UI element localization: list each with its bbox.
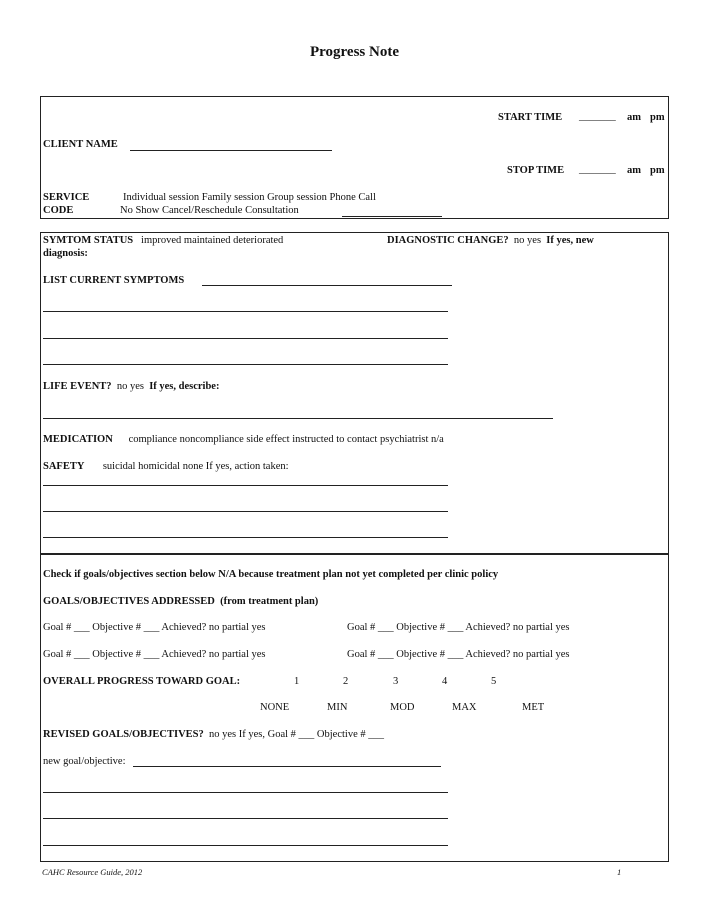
service-other-field[interactable]	[342, 216, 442, 217]
goals-addressed-note: (from treatment plan)	[220, 596, 319, 607]
symptom-status-row	[43, 235, 283, 246]
start-time-field[interactable]: _______	[579, 111, 616, 122]
goal-entry-2b[interactable]: Goal # ___ Objective # ___ Achieved? no partial yes	[347, 649, 570, 660]
scale-word-min: MIN	[327, 702, 348, 713]
scale-number-5[interactable]: 5	[491, 676, 497, 687]
diagnostic-change-options[interactable]: no yes	[513, 235, 542, 246]
start-pm[interactable]: pm	[650, 112, 665, 123]
new-goal-line-3[interactable]	[43, 818, 448, 819]
safety-line-3[interactable]	[43, 537, 448, 538]
safety-line-1[interactable]	[43, 485, 448, 486]
page-title: Progress Note	[309, 44, 399, 60]
current-symptoms-line-3[interactable]	[43, 338, 448, 339]
goal-entry-1b[interactable]: Goal # ___ Objective # ___ Achieved? no partial yes	[347, 622, 570, 633]
service-options-row1[interactable]: Individual session Family session Group session Phone Call	[123, 192, 376, 203]
symptom-status-label: SYMTOM STATUS	[43, 235, 134, 246]
diagnosis-label: diagnosis:	[43, 248, 88, 259]
life-event-label: LIFE EVENT?	[43, 381, 112, 392]
scale-word-mod: MOD	[390, 702, 415, 713]
stop-time-label: STOP TIME	[507, 165, 565, 176]
scale-number-1[interactable]: 1	[294, 676, 300, 687]
revised-goals-options[interactable]: no yes If yes, Goal # ___ Objective # ___	[209, 729, 384, 740]
start-am[interactable]: am	[627, 112, 641, 123]
footer-page-number: 1	[617, 867, 622, 877]
diagnostic-ifyes: If yes, new	[546, 235, 594, 246]
current-symptoms-label: LIST CURRENT SYMPTOMS	[43, 275, 185, 286]
scale-word-max: MAX	[452, 702, 477, 713]
scale-word-met: MET	[522, 702, 545, 713]
life-event-row	[43, 381, 219, 392]
medication-label: MEDICATION	[43, 434, 113, 445]
new-goal-line-4[interactable]	[43, 845, 448, 846]
stop-time-field[interactable]: _______	[579, 164, 616, 175]
current-symptoms-line-4[interactable]	[43, 364, 448, 365]
stop-pm[interactable]: pm	[650, 165, 665, 176]
scale-number-4[interactable]: 4	[442, 676, 448, 687]
current-symptoms-line-1[interactable]	[202, 285, 452, 286]
stop-am[interactable]: am	[627, 165, 641, 176]
medication-options[interactable]: compliance noncompliance side effect instructed to contact psychiatrist n/a	[128, 434, 444, 445]
safety-options[interactable]: suicidal homicidal none If yes, action taken:	[102, 461, 289, 472]
medication-row	[43, 434, 444, 445]
diagnostic-change-label: DIAGNOSTIC CHANGE?	[387, 235, 509, 246]
client-name-label: CLIENT NAME	[43, 139, 118, 150]
safety-line-2[interactable]	[43, 511, 448, 512]
client-name-field[interactable]	[130, 150, 332, 151]
revised-goals-row	[43, 729, 384, 740]
service-label: SERVICE	[43, 192, 90, 203]
scale-number-2[interactable]: 2	[343, 676, 349, 687]
symptom-status-options[interactable]: improved maintained deteriorated	[141, 235, 284, 246]
goal-entry-2a[interactable]: Goal # ___ Objective # ___ Achieved? no partial yes	[43, 649, 266, 660]
service-options-row2[interactable]: No Show Cancel/Reschedule Consultation	[120, 205, 299, 216]
safety-label: SAFETY	[43, 461, 85, 472]
overall-progress-label: OVERALL PROGRESS TOWARD GOAL:	[43, 676, 241, 687]
goals-addressed-row	[43, 596, 318, 607]
diagnostic-change-row	[387, 235, 594, 246]
goal-entry-1a[interactable]: Goal # ___ Objective # ___ Achieved? no partial yes	[43, 622, 266, 633]
new-goal-line-1[interactable]	[133, 766, 441, 767]
start-time-label: START TIME	[498, 112, 563, 123]
new-goal-line-2[interactable]	[43, 792, 448, 793]
scale-number-3[interactable]: 3	[393, 676, 399, 687]
footer-source: CAHC Resource Guide, 2012	[42, 867, 143, 877]
safety-row	[43, 461, 289, 472]
scale-word-none: NONE	[260, 702, 290, 713]
revised-goals-label: REVISED GOALS/OBJECTIVES?	[43, 729, 204, 740]
current-symptoms-line-2[interactable]	[43, 311, 448, 312]
life-event-options[interactable]: no yes	[116, 381, 144, 392]
life-event-ifyes: If yes, describe:	[149, 381, 220, 392]
goals-addressed-label: GOALS/OBJECTIVES ADDRESSED	[43, 596, 215, 607]
code-label: CODE	[43, 205, 74, 216]
na-check-text[interactable]: Check if goals/objectives section below N/A because treatment plan not yet completed per clinic policy	[43, 569, 499, 580]
new-goal-label: new goal/objective:	[43, 756, 126, 767]
life-event-line[interactable]	[43, 418, 553, 419]
